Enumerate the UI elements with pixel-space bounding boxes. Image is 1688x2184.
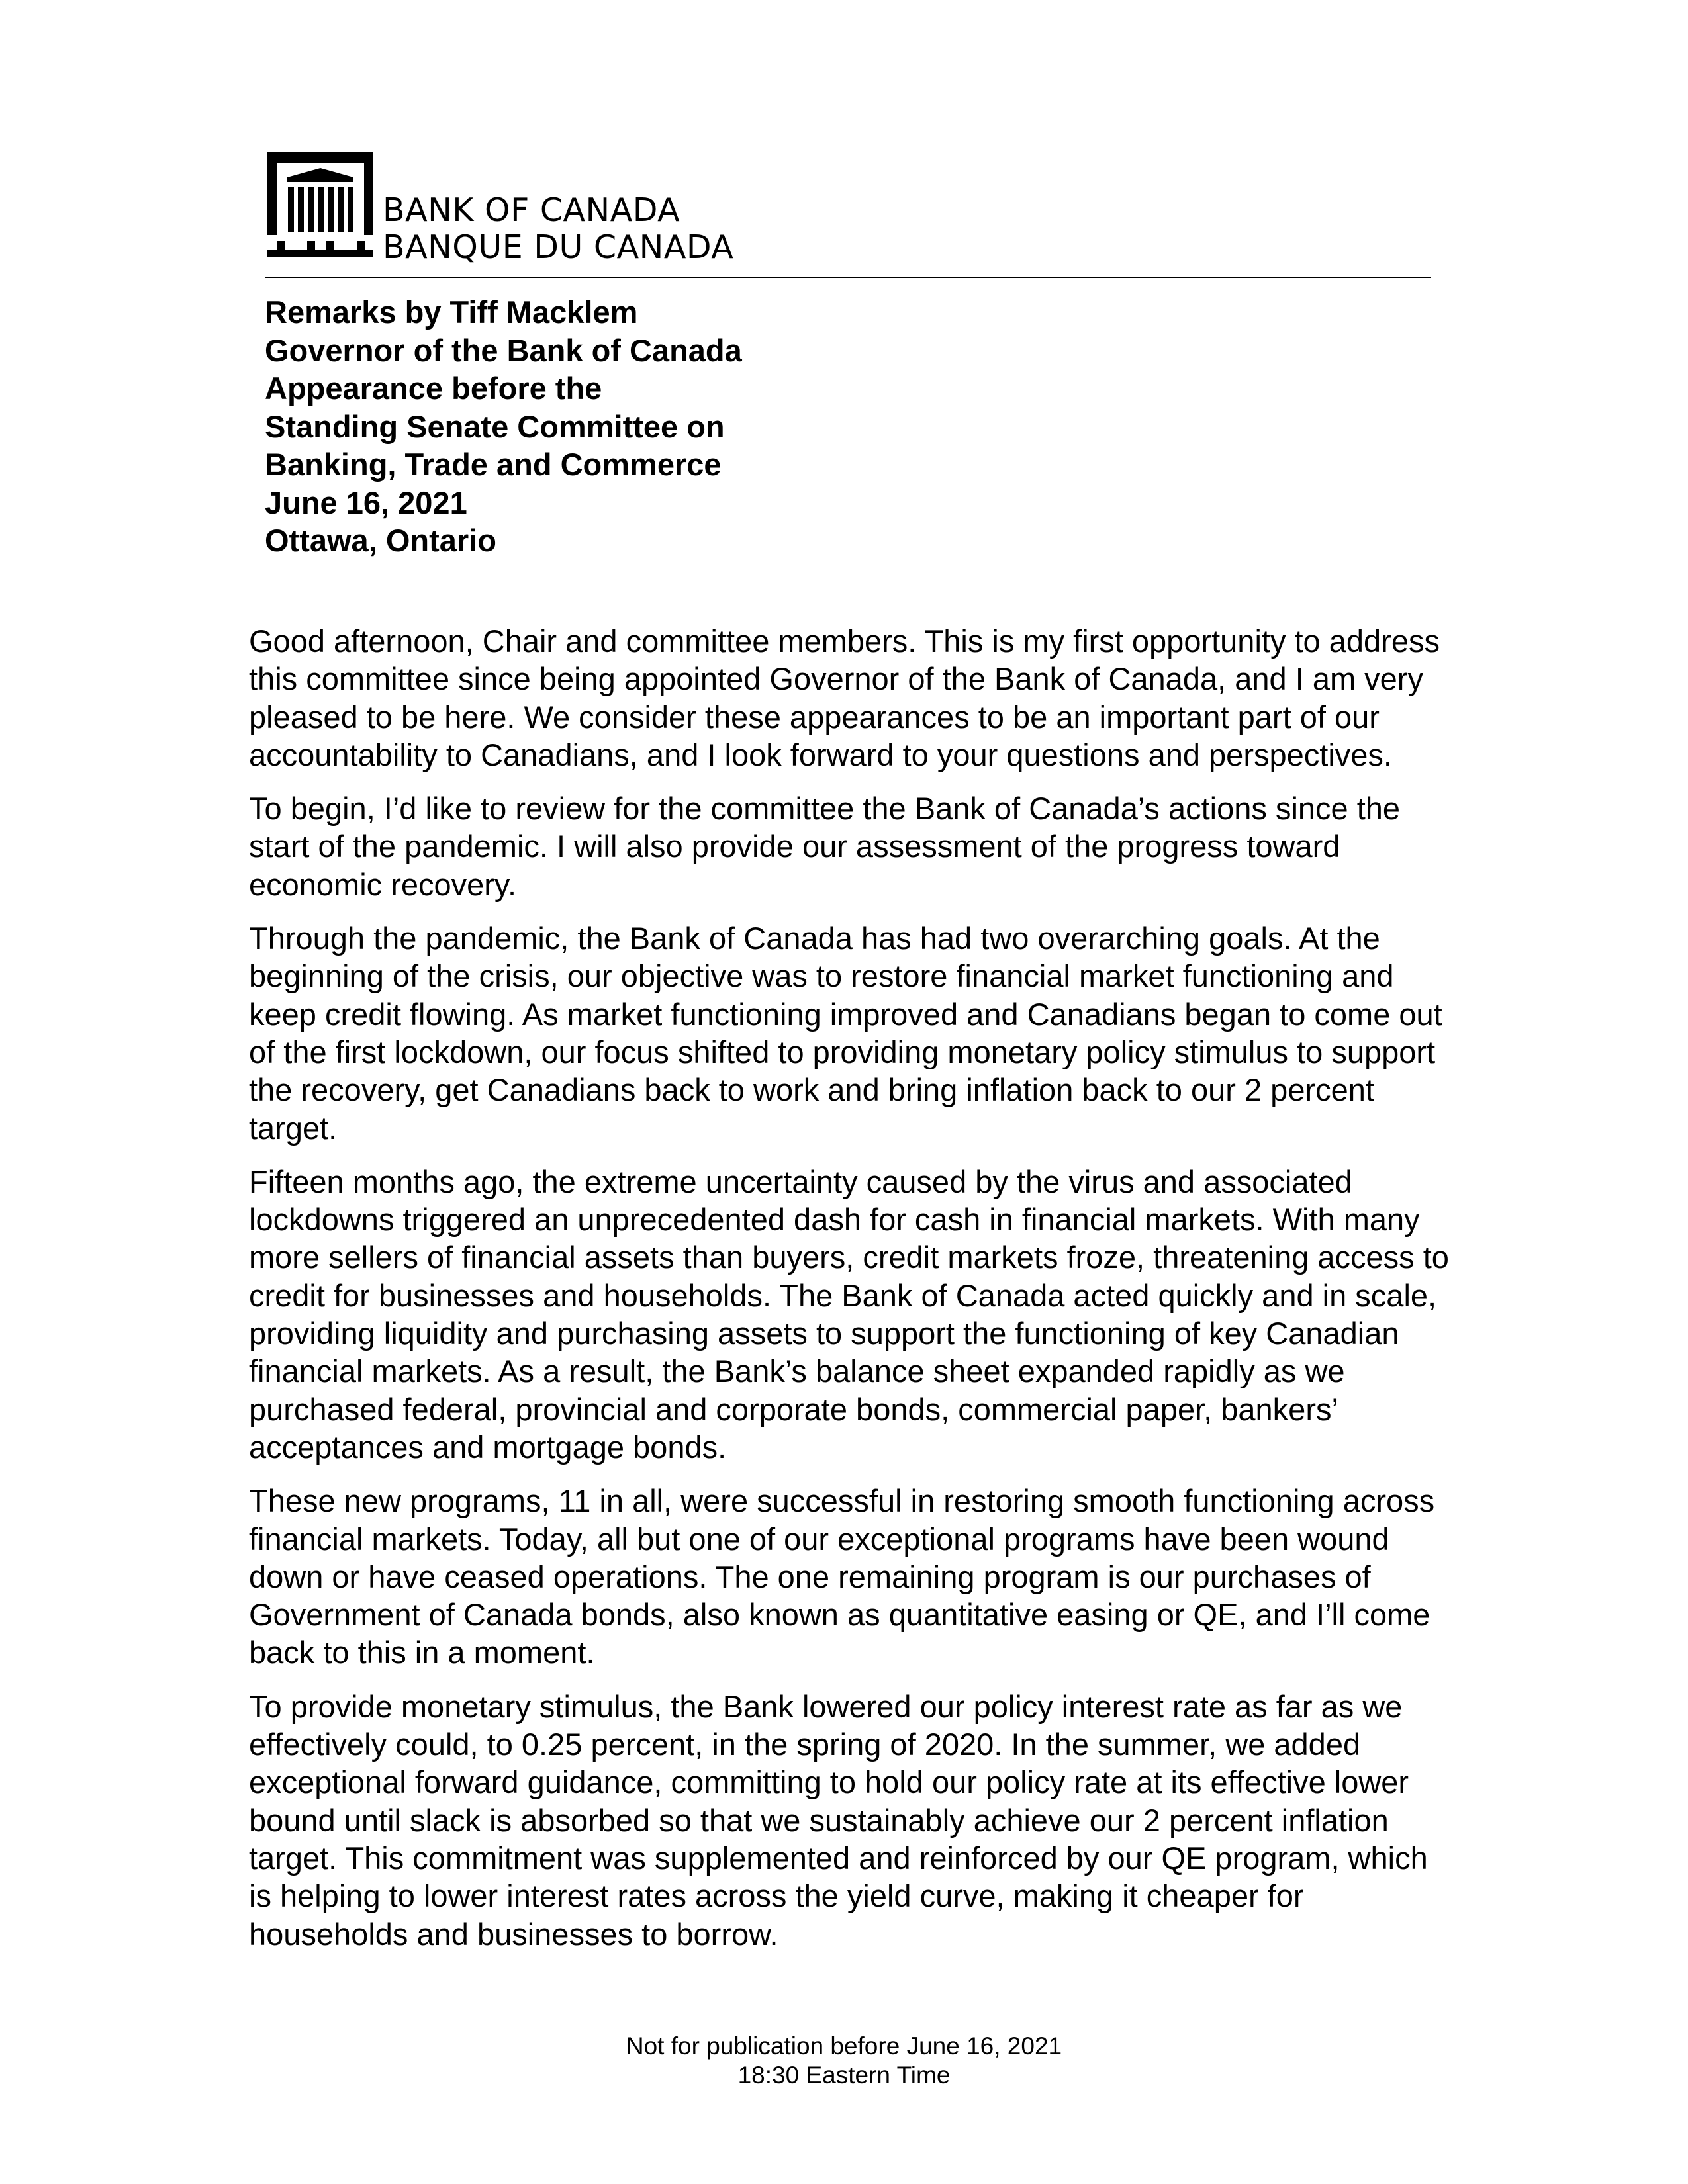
footer-embargo-line: Not for publication before June 16, 2021 [626,2032,1062,2060]
logo-wordmark [383,192,733,266]
logo-line-english: BANK OF CANADA [383,191,680,229]
paragraph: To provide monetary stimulus, the Bank lowered our policy interest rate as far as we effectively could, to 0.25 percent, in the spring of 2020. In the summer, we added exceptional forward guidance, committing to hold our policy rate at its effective lower bound until slack is absorbed so that we sustainably achieve our 2 percent inflation target. This commitment was supplemented and reinforced by our QE program, which is helping to lower interest rates across the yield curve, making it cheaper for households and businesses to borrow. [249,1688,1428,1952]
header-divider [265,277,1431,278]
heading-line: Standing Senate Committee on [265,408,725,444]
paragraph: These new programs, 11 in all, were successful in restoring smooth functioning across financial markets. Today, all but one of our exceptional programs have been wound down or have ceased operations. The one remaining program is our purchases of Government of Canada bonds, also known as quantitative easing or QE, and I’ll come back to this in a moment. [249,1483,1435,1670]
heading-line: Remarks by Tiff Macklem [265,295,638,330]
heading-line: Governor of the Bank of Canada [265,332,742,368]
speech-body [249,622,1454,1969]
remarks-heading [265,293,742,560]
bank-of-canada-logo [265,151,741,266]
heading-line: Banking, Trade and Commerce [265,447,722,482]
embargo-footer [0,2032,1688,2090]
footer-time-line: 18:30 Eastern Time [737,2062,951,2089]
bank-building-icon [265,151,377,263]
heading-location: Ottawa, Ontario [265,523,496,558]
paragraph: To begin, I’d like to review for the committee the Bank of Canada’s actions since the start of the pandemic. I will also provide our assessment of the progress toward economic recovery. [249,791,1401,902]
logo-line-french: BANQUE DU CANADA [383,228,734,266]
paragraph: Fifteen months ago, the extreme uncertainty caused by the virus and associated lockdowns triggered an unprecedented dash for cash in financial markets. With many more sellers of financial assets than buyers, credit markets froze, threatening access to credit for businesses and households. The Bank of Canada acted quickly and in scale, providing liquidity and purchasing assets to support the functioning of key Canadian financial markets. As a result, the Bank’s balance sheet expanded rapidly as we purchased federal, provincial and corporate bonds, commercial paper, bankers’ acceptances and mortgage bonds. [249,1163,1449,1465]
heading-line: Appearance before the [265,371,602,406]
paragraph: Good afternoon, Chair and committee members. This is my first opportunity to address this committee since being appointed Governor of the Bank of Canada, and I am very pleased to be here. We consider these appearances to be an important part of our accountability to Canadians, and I look forward to your questions and perspectives. [249,623,1440,772]
paragraph: Through the pandemic, the Bank of Canada has had two overarching goals. At the beginning of the crisis, our objective was to restore financial market functioning and keep credit flowing. As market functioning improved and Canadians began to come out of the first lockdown, our focus shifted to providing monetary policy stimulus to support the recovery, get Canadians back to work and bring inflation back to our 2 percent target. [249,921,1442,1146]
heading-date: June 16, 2021 [265,484,467,520]
